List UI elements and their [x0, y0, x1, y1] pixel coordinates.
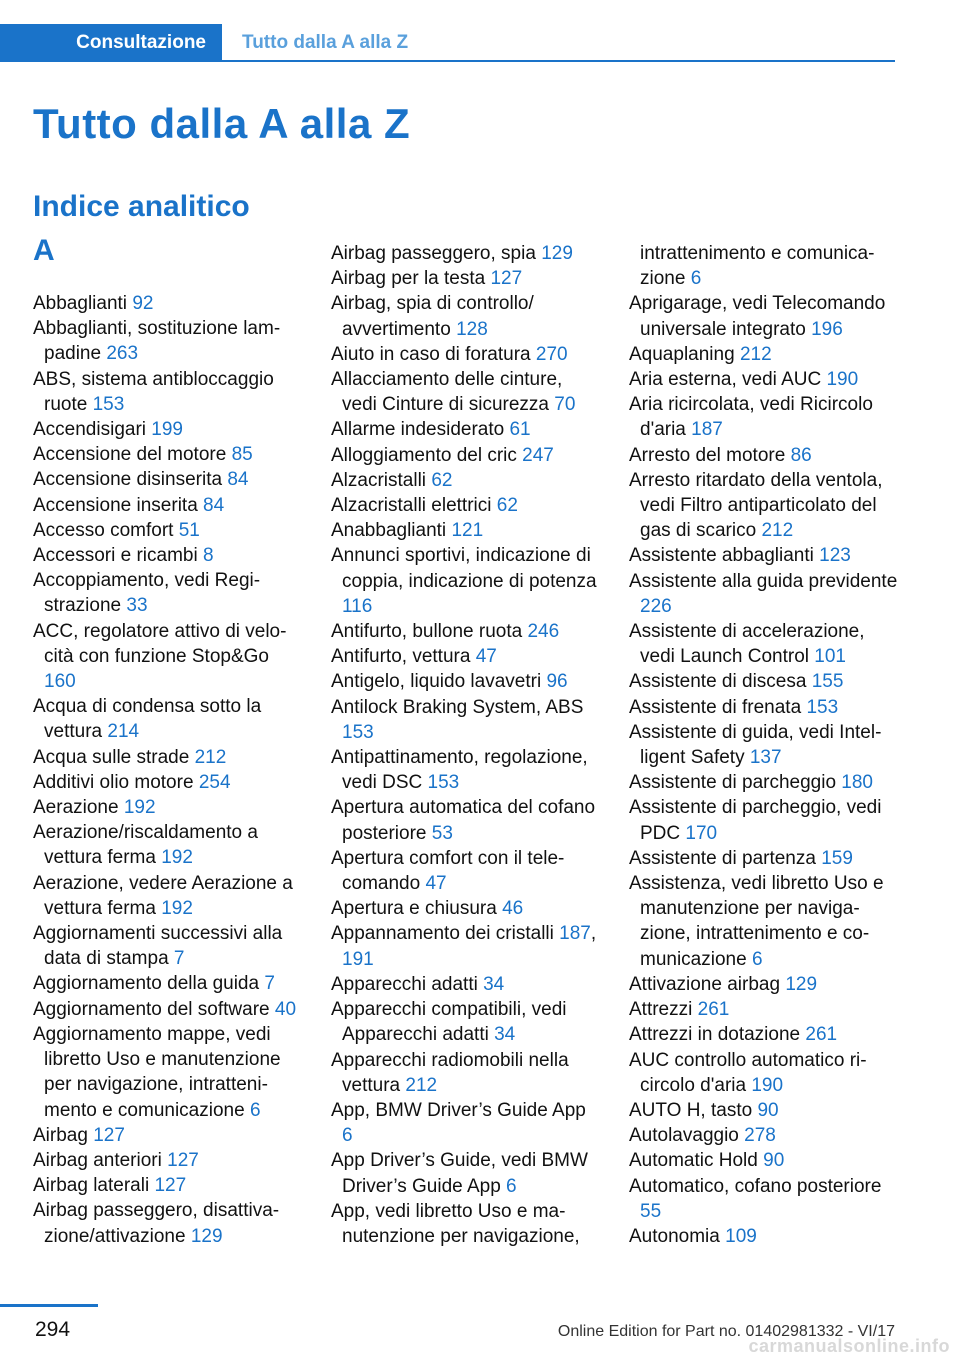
- index-entry-text: Antifurto, bullone ruota: [331, 621, 523, 643]
- page-reference-link[interactable]: 7: [264, 973, 275, 995]
- index-entry-text: Alzacristalli elettrici: [331, 495, 492, 517]
- index-entry: [33, 1198, 303, 1248]
- index-column-2: [331, 241, 601, 1249]
- index-entry: [629, 972, 899, 997]
- page-reference-link[interactable]: 155: [811, 671, 844, 693]
- index-entry-text: Attivazione airbag: [629, 973, 781, 995]
- index-entry-text: Attrezzi in dotazione: [629, 1024, 801, 1046]
- page-reference-link[interactable]: 96: [546, 671, 568, 693]
- index-entry-text: Apparecchi radiomobili nella vettura: [331, 1049, 569, 1096]
- index-entry: [629, 468, 899, 544]
- index-entry-text: Assistente di parcheggio: [629, 772, 837, 794]
- index-entry: [33, 417, 303, 442]
- page-reference-link[interactable]: 214: [107, 721, 140, 743]
- index-entry-text: Autonomia: [629, 1225, 720, 1247]
- index-entry-text: Aerazione/riscaldamento a vettura ferma: [33, 822, 258, 869]
- index-entry: [331, 518, 601, 543]
- index-entry-text: Aquaplaning: [629, 343, 735, 365]
- index-entry: [33, 316, 303, 366]
- page-reference-link[interactable]: 187: [691, 419, 723, 441]
- page-reference-link[interactable]: 47: [475, 646, 497, 668]
- index-entry-text: Antipattinamento, regolazione, vedi DSC: [331, 747, 588, 794]
- index-entry: [33, 694, 303, 744]
- index-entry: [629, 569, 899, 619]
- index-entry: [331, 1098, 601, 1148]
- index-entry-text: Abbaglianti: [33, 293, 128, 314]
- index-entry: [629, 443, 899, 468]
- page-reference-link[interactable]: 6: [249, 1099, 261, 1121]
- index-entry-text: Accesso comfort: [33, 519, 174, 541]
- index-entry: [331, 342, 601, 367]
- header-rule: [0, 60, 895, 62]
- index-entry: [629, 997, 899, 1022]
- index-entry-text: Appannamento dei cristalli: [331, 923, 554, 945]
- index-entry-text: Arresto del motore: [629, 444, 786, 466]
- index-entry-text: Arresto ritardato della ventola, vedi Filtro antiparticolato del gas di scarico: [629, 469, 883, 542]
- page-reference-link[interactable]: 8: [203, 545, 214, 567]
- index-entry-text: Aria ricircolata, vedi Ricircolo d'aria: [629, 394, 873, 441]
- page-reference-link[interactable]: 212: [194, 746, 227, 768]
- page-reference-link[interactable]: 261: [805, 1024, 838, 1046]
- page-reference-link[interactable]: 153: [342, 721, 374, 743]
- page-reference-link[interactable]: 180: [841, 772, 873, 794]
- page-reference-link[interactable]: 84: [203, 494, 225, 516]
- page-reference-link[interactable]: 129: [785, 973, 818, 995]
- index-entry-text: Aerazione, vedere Aerazione a vettura ferma: [33, 872, 293, 919]
- index-entry: [629, 1148, 899, 1173]
- index-entry-text: App, vedi libretto Uso e manutenzione per navigazione,: [331, 1200, 580, 1247]
- index-entry: Appannamento dei cristalli 187, 191: [331, 923, 597, 970]
- page-title: Tutto dalla A alla Z: [33, 100, 411, 147]
- page-reference-link[interactable]: 61: [509, 419, 531, 441]
- index-entry-text: Airbag: [33, 1124, 88, 1146]
- footer-rule: [0, 1304, 98, 1307]
- page-reference-link[interactable]: 86: [790, 444, 812, 466]
- index-entry: [331, 493, 601, 518]
- index-entry: [331, 619, 601, 644]
- page-reference-link[interactable]: 6: [690, 268, 702, 290]
- index-entry: [331, 266, 601, 291]
- page-reference-link[interactable]: 85: [231, 444, 253, 466]
- index-entry: [629, 795, 899, 845]
- index-entry-text: Allacciamento delle cinture, vedi Cinture di sicurezza: [331, 369, 563, 416]
- page-reference-link[interactable]: 6: [751, 948, 763, 970]
- index-entry-text: Aggiornamento del software: [33, 998, 270, 1020]
- index-entry: [629, 392, 899, 442]
- index-entry: [629, 1048, 899, 1098]
- index-entry-text: Accessori e ricambi: [33, 545, 198, 567]
- index-entry: [33, 921, 303, 971]
- index-entry: [629, 241, 899, 291]
- index-entry-text: Apparecchi compatibili, vedi Apparecchi adatti: [331, 999, 567, 1046]
- page-reference-link[interactable]: 6: [506, 1175, 517, 1197]
- index-entry: [629, 291, 899, 341]
- index-entry: [629, 367, 899, 392]
- index-entry-text: Antigelo, liquido lavavetri: [331, 671, 542, 693]
- page-reference-link[interactable]: 261: [697, 999, 730, 1021]
- index-entry: [629, 543, 899, 568]
- watermark-text: carmanualsonline.info: [748, 1336, 950, 1356]
- page-reference-link[interactable]: 55: [640, 1200, 662, 1222]
- page-reference-link[interactable]: 160: [44, 671, 76, 693]
- index-entry-text: ACC, regolatore attivo di velocità con funzione Stop&Go: [33, 620, 287, 667]
- index-entry: [33, 1148, 303, 1173]
- page-reference-link[interactable]: 128: [456, 318, 488, 340]
- index-entry-text: Autolavaggio: [629, 1125, 739, 1147]
- index-entry-text: Abbaglianti, sostituzione lampadine: [33, 318, 281, 365]
- index-entry-text: App Driver’s Guide, vedi BMW Driver’s Guide App: [331, 1150, 588, 1197]
- index-entry-text: Apertura e chiusura: [331, 898, 497, 920]
- index-entry: [33, 493, 303, 518]
- index-entry: [629, 871, 899, 972]
- page-reference-link[interactable]: 7: [173, 948, 185, 970]
- index-entry: [331, 846, 601, 896]
- index-entry-text: Aggiornamento della guida: [33, 973, 260, 995]
- page-reference-link[interactable]: 278: [744, 1125, 776, 1147]
- page-reference-link[interactable]: 187: [559, 923, 591, 945]
- index-entry: [331, 1048, 601, 1098]
- page-reference-link[interactable]: 92: [132, 293, 154, 314]
- index-entry: [629, 669, 899, 694]
- index-entry-text: Accensione disinserita: [33, 469, 223, 491]
- index-entry: [33, 871, 303, 921]
- index-entry-text: ABS, sistema antibloccaggio ruote: [33, 368, 274, 415]
- page-reference-link[interactable]: 129: [190, 1225, 223, 1247]
- index-entry-text: Annunci sportivi, indicazione di coppia, indicazione di potenza: [331, 545, 597, 592]
- index-entry-text: Accoppiamento, vedi Registrazione: [33, 570, 261, 617]
- page-reference-link[interactable]: 212: [405, 1074, 438, 1096]
- index-entry-text: Apertura automatica del cofano posteriore: [331, 797, 596, 844]
- index-entry: [331, 1199, 601, 1249]
- page-header: [0, 24, 895, 62]
- index-entry: [33, 795, 303, 820]
- index-entry: [33, 1022, 303, 1123]
- index-entry-text: AUC controllo automatico ricircolo d'aria: [629, 1049, 867, 1096]
- index-entry-text: Aiuto in caso di foratura: [331, 343, 531, 365]
- index-entry-text: Antifurto, vettura: [331, 646, 471, 668]
- page-reference-link[interactable]: 190: [826, 369, 859, 391]
- page-reference-link[interactable]: 226: [640, 595, 672, 617]
- index-column-1: [33, 291, 303, 1249]
- index-entry-text: Assistente di guida, vedi Intelligent Safety: [629, 721, 882, 769]
- index-entry: [33, 820, 303, 870]
- section-letter: A: [33, 234, 55, 267]
- index-entry: [331, 241, 601, 266]
- index-subtitle: Indice analitico: [33, 190, 250, 223]
- index-entry-text: Automatico, cofano posteriore: [629, 1175, 882, 1197]
- index-entry-text: Airbag per la testa: [331, 268, 486, 290]
- page-reference-link[interactable]: 246: [527, 621, 560, 643]
- page-reference-link[interactable]: 263: [106, 343, 139, 365]
- index-entry: [629, 1022, 899, 1047]
- index-entry-text: Aggiornamento mappe, vedi libretto Uso e manutenzione per navigazione, intrattenimento e comunicazione: [33, 1023, 281, 1121]
- index-entry: [629, 342, 899, 367]
- page-reference-link[interactable]: 127: [154, 1175, 187, 1197]
- page-reference-link[interactable]: 33: [126, 595, 148, 617]
- index-entry-text: Apparecchi adatti: [331, 973, 478, 995]
- page-reference-link[interactable]: 123: [819, 545, 851, 567]
- index-entry: [331, 291, 601, 341]
- index-column-3: [629, 241, 899, 1249]
- index-entry-text: Anabbaglianti: [331, 520, 447, 542]
- index-entry-text: Assistente di partenza: [629, 847, 816, 869]
- index-entry-text: Assistenza, vedi libretto Uso e manutenzione per navigazione, intrattenimento e comunicazione: [629, 873, 884, 970]
- index-entry: [33, 442, 303, 467]
- index-entry: [33, 543, 303, 568]
- index-entry-text: Automatic Hold: [629, 1150, 758, 1172]
- index-entry: [629, 619, 899, 669]
- index-entry: [33, 367, 303, 417]
- page-reference-link[interactable]: 62: [496, 495, 518, 517]
- index-entry-text: Allarme indesiderato: [331, 419, 505, 441]
- page-reference-link[interactable]: 254: [198, 771, 231, 793]
- index-entry-text: Assistente alla guida previdente: [629, 570, 898, 592]
- page-reference-link[interactable]: 47: [425, 873, 447, 895]
- page-reference-link[interactable]: 127: [167, 1149, 199, 1171]
- index-entry: [629, 770, 899, 795]
- index-entry-text: Assistente abbaglianti: [629, 545, 814, 567]
- index-entry-text: Antilock Braking System, ABS: [331, 696, 584, 718]
- page-reference-link[interactable]: 247: [522, 444, 554, 466]
- index-entry-text: Assistente di discesa: [629, 671, 807, 693]
- page-reference-link[interactable]: 70: [554, 394, 576, 416]
- index-entry-text: Accensione del motore: [33, 444, 227, 466]
- page-reference-link[interactable]: 6: [342, 1125, 353, 1147]
- index-entry: [629, 1098, 899, 1123]
- page-reference-link[interactable]: 153: [427, 772, 460, 794]
- index-entry: [331, 695, 601, 745]
- index-entry-text: Assistente di parcheggio, vedi PDC: [629, 797, 882, 844]
- index-entry: [33, 467, 303, 492]
- index-entry-text: App, BMW Driver’s Guide App: [331, 1099, 586, 1121]
- section-tab[interactable]: Consultazione: [0, 24, 222, 62]
- page-reference-link[interactable]: 190: [751, 1074, 784, 1096]
- page-reference-link[interactable]: 159: [821, 847, 853, 869]
- index-entry-text: Apertura comfort con il telecomando: [331, 847, 565, 895]
- page-reference-link[interactable]: 90: [763, 1150, 785, 1172]
- index-entry-text: Airbag anteriori: [33, 1149, 162, 1171]
- index-entry: [33, 619, 303, 695]
- index-entry: [331, 443, 601, 468]
- page-reference-link[interactable]: 34: [494, 1024, 516, 1046]
- index-entry: [629, 1123, 899, 1148]
- index-entry: [629, 720, 899, 770]
- index-entry: [331, 417, 601, 442]
- index-entry: [331, 795, 601, 845]
- index-entry-text: Airbag, spia di controllo/ avvertimento: [331, 293, 534, 340]
- index-entry: [331, 644, 601, 669]
- index-entry: [33, 1173, 303, 1198]
- index-entry: [331, 1148, 601, 1198]
- index-entry: [331, 972, 601, 997]
- index-entry: [331, 896, 601, 921]
- page-reference-link[interactable]: 192: [123, 797, 156, 819]
- index-entry-text: intrattenimento e comunicazione: [640, 243, 875, 290]
- index-entry-text: Alzacristalli: [331, 469, 427, 491]
- index-entry-text: Accensione inserita: [33, 494, 198, 516]
- page-reference-link[interactable]: 137: [749, 747, 782, 769]
- breadcrumb[interactable]: Tutto dalla A alla Z: [242, 32, 409, 53]
- page-reference-link[interactable]: 62: [431, 469, 453, 491]
- index-entry: [629, 1174, 899, 1224]
- page-reference-link[interactable]: 109: [725, 1225, 757, 1247]
- index-entry: [331, 745, 601, 795]
- index-entry: [629, 695, 899, 720]
- page-reference-link[interactable]: 40: [274, 998, 297, 1020]
- page-reference-link[interactable]: 170: [685, 822, 718, 844]
- page-reference-link[interactable]: 51: [178, 519, 200, 541]
- page-reference-link[interactable]: 127: [93, 1124, 125, 1146]
- index-entry-text: Airbag laterali: [33, 1175, 150, 1197]
- index-entry: [331, 367, 601, 417]
- index-entry: [331, 669, 601, 694]
- index-entry: [33, 745, 303, 770]
- index-entry-text: Accendisigari: [33, 419, 146, 441]
- page-reference-link[interactable]: 270: [535, 343, 568, 365]
- index-entry-text: Aria esterna, vedi AUC: [629, 369, 822, 391]
- edition-note: Online Edition for Part no. 01402981332 - VI/17: [557, 1323, 895, 1340]
- index-entry: [33, 518, 303, 543]
- index-entry: [331, 543, 601, 619]
- index-entry: [33, 971, 303, 996]
- page-reference-link[interactable]: 212: [739, 343, 772, 365]
- index-entry-text: Airbag passeggero, spia: [331, 243, 536, 264]
- page-reference-link[interactable]: 84: [227, 469, 249, 491]
- page-reference-link[interactable]: 153: [92, 393, 125, 415]
- index-entry-text: Attrezzi: [629, 999, 693, 1021]
- index-entry: [33, 997, 303, 1022]
- index-entry-text: Assistente di accelerazione, vedi Launch Control: [629, 621, 865, 668]
- index-entry-text: AUTO H, tasto: [629, 1099, 753, 1121]
- index-entry: [33, 291, 303, 316]
- index-entry-text: Additivi olio motore: [33, 771, 194, 793]
- index-entry: [629, 1224, 899, 1249]
- index-entry: [331, 997, 601, 1047]
- page-reference-link[interactable]: 199: [151, 419, 183, 441]
- page-reference-link[interactable]: 46: [502, 898, 524, 920]
- index-entry-text: Airbag passeggero, disattivazione/attivazione: [33, 1200, 280, 1247]
- index-entry: [33, 568, 303, 618]
- index-entry-text: Acqua di condensa sotto la vettura: [33, 696, 262, 743]
- page-number: 294: [35, 1318, 71, 1341]
- page-reference-link[interactable]: 212: [761, 520, 794, 542]
- page-reference-link[interactable]: 53: [431, 822, 453, 844]
- index-entry-text: Acqua sulle strade: [33, 746, 190, 768]
- index-entry-text: Aprigarage, vedi Telecomando universale integrato: [629, 293, 886, 340]
- index-entry-text: Aerazione: [33, 797, 119, 819]
- index-entry: [331, 468, 601, 493]
- index-entry-text: Alloggiamento del cric: [331, 444, 517, 466]
- page-reference-link[interactable]: 101: [814, 646, 846, 668]
- page-reference-link[interactable]: 129: [541, 243, 573, 264]
- index-entry: [33, 770, 303, 795]
- index-entry: [629, 846, 899, 871]
- index-entry: [33, 1123, 303, 1148]
- page-reference-link[interactable]: 116: [342, 595, 373, 617]
- page-reference-link[interactable]: 90: [757, 1099, 779, 1121]
- page-reference-link[interactable]: 153: [806, 696, 839, 718]
- page-reference-link[interactable]: 191: [342, 948, 374, 970]
- page-reference-link[interactable]: 121: [451, 520, 484, 542]
- page-reference-link[interactable]: 127: [490, 268, 523, 290]
- index-entry-text: Assistente di frenata: [629, 696, 802, 718]
- index-entry-text: Aggiornamenti successivi alla data di stampa: [33, 923, 283, 970]
- page-reference-link[interactable]: 192: [161, 847, 193, 869]
- page-reference-link[interactable]: 192: [161, 897, 193, 919]
- page-reference-link[interactable]: 34: [483, 973, 505, 995]
- page-reference-link[interactable]: 196: [811, 318, 843, 340]
